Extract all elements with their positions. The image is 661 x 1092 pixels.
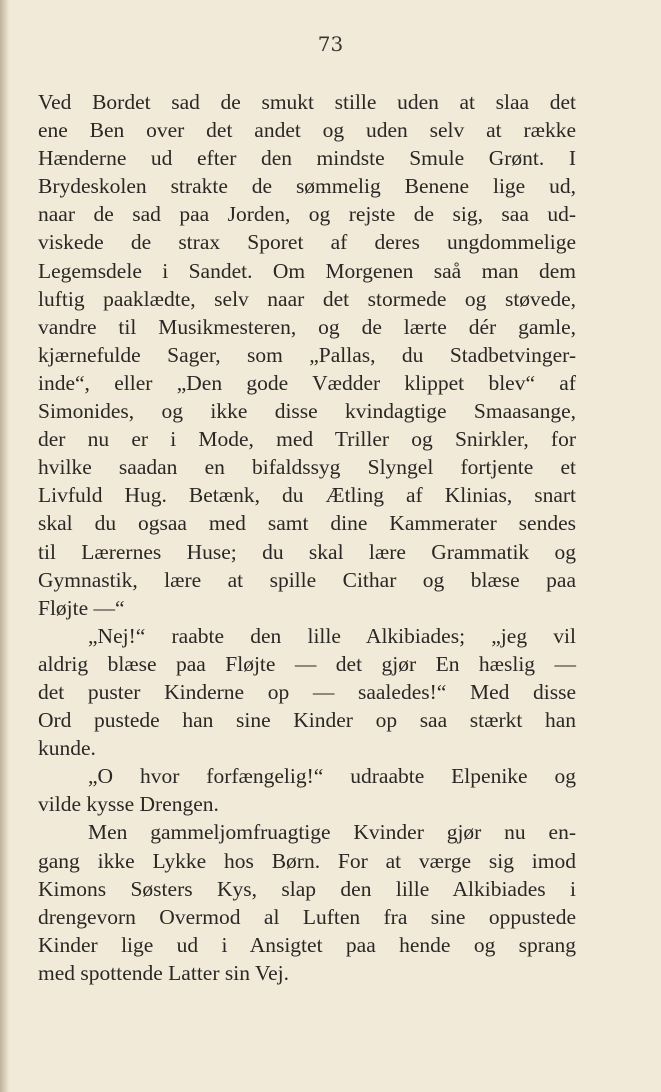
text-line: Ord pustede han sine Kinder op saa stærkt han (38, 708, 576, 733)
text-line: til Lærernes Huse; du skal lære Grammatik og (38, 539, 576, 564)
text-line: „O hvor forfængelig!“ udraabte Elpenike og (88, 764, 576, 789)
text-line: Fløjte —“ (38, 595, 125, 620)
text-line: kunde. (38, 736, 96, 761)
text-line: luftig paaklædte, selv naar det stormede og støvede, (38, 286, 576, 311)
text-line: Men gammeljomfruagtige Kvinder gjør nu en- (88, 820, 576, 845)
text-line: Hænderne ud efter den mindste Smule Grønt. I (38, 146, 576, 171)
text-line: det puster Kinderne op — saaledes!“ Med disse (38, 679, 576, 704)
text-line: Brydeskolen strakte de sømmelig Benene lige ud, (38, 174, 576, 199)
text-line: Gymnastik, lære at spille Cithar og blæse paa (38, 567, 576, 592)
text-line: aldrig blæse paa Fløjte — det gjør En hæslig — (38, 651, 576, 676)
text-line: Kinder lige ud i Ansigtet paa hende og sprang (38, 932, 576, 957)
text-line: inde“, eller „Den gode Vædder klippet blev“ af (38, 370, 576, 395)
page-number: 73 (317, 32, 344, 56)
text-line: gang ikke Lykke hos Børn. For at værge sig imod (38, 848, 576, 873)
text-line: drengevorn Overmod al Luften fra sine oppustede (38, 904, 576, 929)
body-text (38, 88, 576, 987)
text-line: Livfuld Hug. Betænk, du Ætling af Klinias, snart (38, 483, 576, 508)
text-line: „Nej!“ raabte den lille Alkibiades; „jeg vil (88, 623, 576, 648)
text-line: viskede de strax Sporet af deres ungdommelige (38, 230, 576, 255)
text-line: vandre til Musikmesteren, og de lærte dér gamle, (38, 314, 576, 339)
text-line: Simonides, og ikke disse kvindagtige Smaasange, (38, 399, 576, 424)
text-line: ene Ben over det andet og uden selv at række (38, 118, 576, 143)
text-line: Kimons Søsters Kys, slap den lille Alkibiades i (38, 876, 576, 901)
text-line: vilde kysse Drengen. (38, 792, 219, 817)
text-line: der nu er i Mode, med Triller og Snirkler, for (38, 427, 576, 452)
text-line: Ved Bordet sad de smukt stille uden at slaa det (38, 90, 576, 114)
text-line: hvilke saadan en bifaldssyg Slyngel fortjente et (38, 455, 576, 480)
text-line: Legemsdele i Sandet. Om Morgenen saå man dem (38, 258, 576, 283)
text-line: naar de sad paa Jorden, og rejste de sig, saa ud- (38, 202, 576, 227)
text-line: skal du ogsaa med samt dine Kammerater sendes (38, 511, 576, 536)
binding-shadow (0, 0, 10, 1092)
text-line: kjærnefulde Sager, som „Pallas, du Stadbetvinger- (38, 342, 576, 367)
text-line: med spottende Latter sin Vej. (38, 960, 289, 985)
